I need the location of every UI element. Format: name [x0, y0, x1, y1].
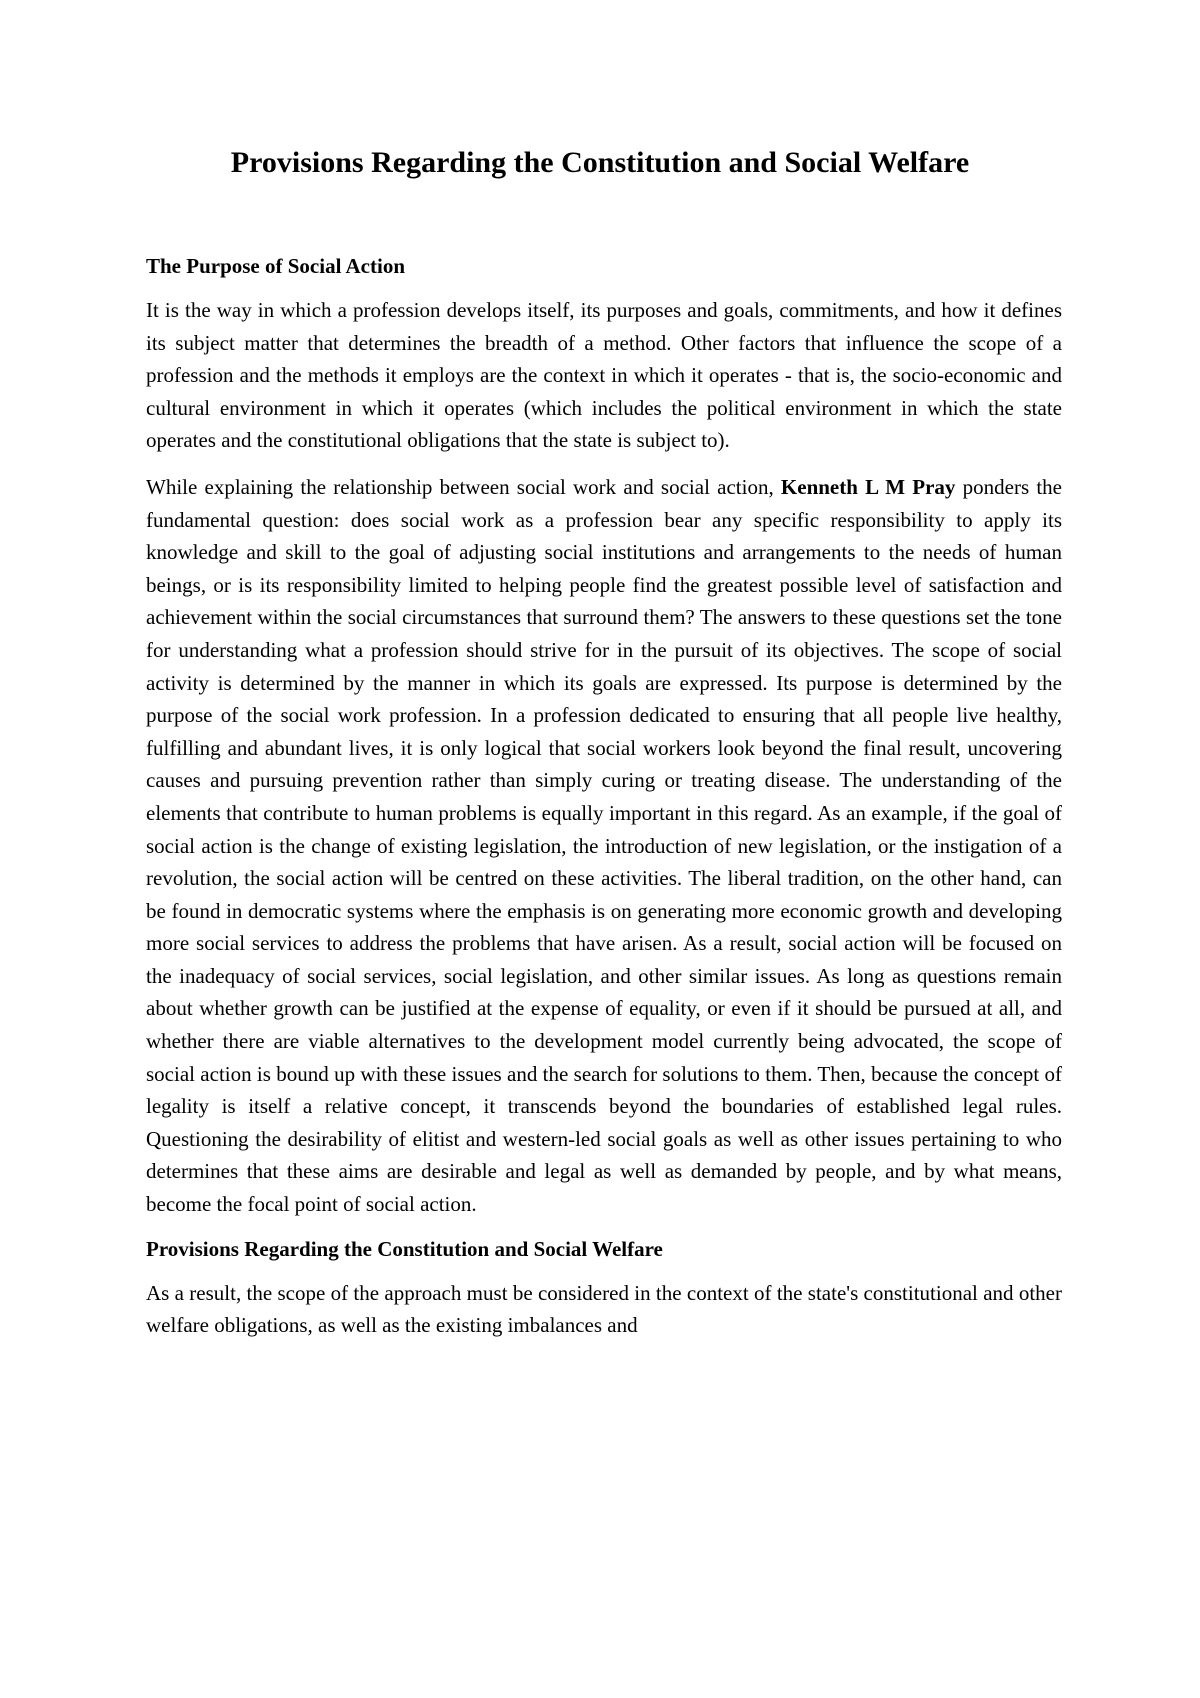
section-heading-provisions: Provisions Regarding the Constitution and Social Welfare: [146, 1236, 663, 1261]
section-heading-purpose: The Purpose of Social Action: [146, 254, 406, 278]
page-title: Provisions Regarding the Constitution and Social Welfare: [230, 146, 970, 179]
paragraph-social-work-relationship: [146, 471, 1062, 1221]
paragraph-lead-text: While explaining the relationship between social work and social action,: [146, 474, 781, 499]
author-name: Kenneth L M Pray: [780, 474, 956, 499]
document-body: [146, 252, 1062, 1356]
paragraph-scope-of-profession: It is the way in which a profession develops itself, its purposes and goals, commitments, and how it defines its subject matter that determines the breadth of a method. Other factors that influence the scope of a profession and the methods it employs are the context in which it operates - that is, the socio-economic and cultural environment in which it operates (which includes the political environment in which the state operates and the constitutional obligations that the state is subject to).: [146, 298, 1062, 453]
paragraph-constitutional-obligations: As a result, the scope of the approach must be considered in the context of the state's constitutional and other welfare obligations, as well as the existing imbalances and: [146, 1280, 1062, 1338]
paragraph-body-text: ponders the fundamental question: does social work as a profession bear any specific responsibility to apply its knowledge and skill to the goal of adjusting social institutions and arrangements to the needs of human beings, or is its responsibility limited to helping people find the greatest possible level of satisfaction and achievement within the social circumstances that surround them? The answers to these questions set the tone for understanding what a profession should strive for in the pursuit of its objectives. The scope of social activity is determined by the manner in which its goals are expressed. Its purpose is determined by the purpose of the social work profession. In a profession dedicated to ensuring that all people live healthy, fulfilling and abundant lives, it is only logical that social workers look beyond the final result, uncovering causes and pursuing prevention rather than simply curing or treating disease. The understanding of the elements that contribute to human problems is equally important in this regard. As an example, if the goal of social action is the change of existing legislation, the introduction of new legislation, or the instigation of a revolution, the social action will be centred on these activities. The liberal tradition, on the other hand, can be found in democratic systems where the emphasis is on generating more economic growth and developing more social services to address the problems that have arisen. As a result, social action will be focused on the inadequacy of social services, social legislation, and other similar issues. As long as questions remain about whether growth can be justified at the expense of equality, or even if it should be pursued at all, and whether there are viable alternatives to the development model currently being advocated, the scope of social action is bound up with these issues and the search for solutions to them. Then, because the concept of legality is itself a relative concept, it transcends beyond the boundaries of established legal rules. Questioning the desirability of elitist and western-led social goals as well as other issues pertaining to who determines that these aims are desirable and legal as well as demanded by people, and by what means, become the focal point of social action.: [146, 474, 1062, 1217]
